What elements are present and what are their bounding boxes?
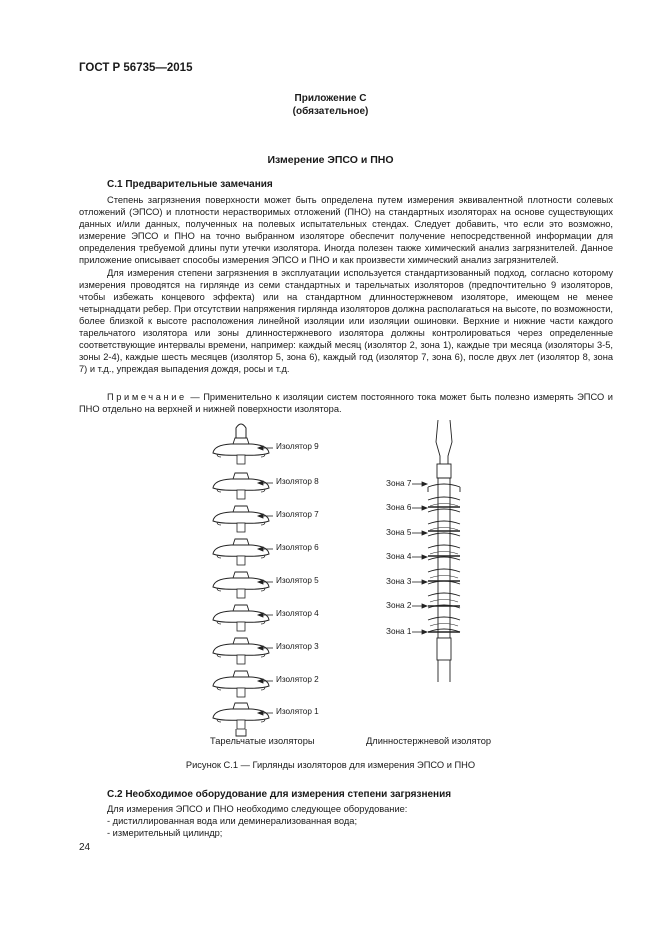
insulator-figure xyxy=(0,420,661,750)
disc-label-2: Изолятор 2 xyxy=(276,675,319,684)
figure-caption: Рисунок С.1 — Гирлянды изоляторов для измерения ЭПСО и ПНО xyxy=(185,760,476,770)
disc-label-1: Изолятор 1 xyxy=(276,707,319,716)
note xyxy=(79,391,613,415)
long-rod-insulator xyxy=(428,420,460,682)
zone-label-7: Зона 7 xyxy=(386,479,412,488)
disc-label-5: Изолятор 5 xyxy=(276,576,319,585)
disc-label-3: Изолятор 3 xyxy=(276,642,319,651)
disc-label-8: Изолятор 8 xyxy=(276,477,319,486)
paragraph-2: Для измерения степени загрязнения в эксплуатации используется стандартизованный подход, согласно которому измерения проводятся на гирлянде из семи стандартных и тарельчатых изоляторов (предпочтительно 9 изоляторов, чтобы избежать концевого эффекта) или на стандартном длинностержневом изоляторе, имеющем не менее четырнадцати ребер. При отсутствии напряжения гирлянда изоляторов должна располагаться на высоте, по возможности, более близкой к высоте расположения линейной изоляции или изоляции ошиновки. Верхние и нижние части каждого тарельчатого изолятора или зоны длинностержневого изолятора должны контролироваться через определенные соответствующие интервалы времени, например: каждый месяц (изолятор 2, зона 1), каждые три месяца (изоляторы 3-5, зоны 2-4), каждые шесть месяцев (изолятор 5, зона 6), каждый год (изолятор 7, зона 6), после двух лет (изолятор 8, зона 7) и т.д., упреждая выпадения дождя, росы и т.д. xyxy=(79,267,613,375)
disc-label-9: Изолятор 9 xyxy=(276,442,319,451)
disc-label-4: Изолятор 4 xyxy=(276,609,319,618)
section2-heading: С.2 Необходимое оборудование для измерения степени загрязнения xyxy=(107,789,452,800)
zone-label-5: Зона 5 xyxy=(386,528,412,537)
zone-label-1: Зона 1 xyxy=(386,627,412,636)
note-label: Примечание xyxy=(107,392,187,402)
right-caption: Длинностержневой изолятор xyxy=(366,736,492,746)
disc-label-7: Изолятор 7 xyxy=(276,510,319,519)
zone-label-2: Зона 2 xyxy=(386,601,412,610)
appendix-subtitle: (обязательное) xyxy=(292,106,369,117)
zone-label-4: Зона 4 xyxy=(386,552,412,561)
section1-body xyxy=(79,194,613,375)
disc-label-6: Изолятор 6 xyxy=(276,543,319,552)
list-item: - дистиллированная вода или деминерализованная вода; xyxy=(107,816,358,827)
list-item: - измерительный цилиндр; xyxy=(107,828,223,839)
page-number: 24 xyxy=(79,842,91,853)
section2-intro: Для измерения ЭПСО и ПНО необходимо следующее оборудование: xyxy=(107,804,408,814)
appendix-title: Приложение С xyxy=(294,93,367,104)
zone-label-6: Зона 6 xyxy=(386,503,412,512)
standard-header: ГОСТ Р 56735—2015 xyxy=(79,62,193,74)
section2-body xyxy=(107,803,407,839)
zone-label-3: Зона 3 xyxy=(386,577,412,586)
section1-heading: С.1 Предварительные замечания xyxy=(107,179,273,190)
left-caption: Тарельчатые изоляторы xyxy=(210,736,315,746)
paragraph-1: Степень загрязнения поверхности может быть определена путем измерения эквивалентной плотности солевых отложений (ЭПСО) и плотности нерастворимых отложений (ПНО) на стандартных изоляторах на основе существующих данных и/или данных, полученных на полевых испытательных стендах. Следует добавить, что если это возможно, измерение ЭПСО и ПНО на точно выбранном изоляторе обеспечит получение непосредственной информации для определения требуемой длины пути утечки изолятора. Иногда полезен также химический анализ загрязнителей. Данное приложение описывает способы измерения ЭПСО и ПНО и как произвести химический анализ загрязнителей. xyxy=(79,195,613,266)
disc-insulator-string xyxy=(213,424,269,736)
note-text: — Применительно к изоляции систем постоянного тока может быть полезно измерять ЭПСО и ПНО отдельно на верхней и нижней поверхности изолятора. xyxy=(79,392,613,415)
main-title: Измерение ЭПСО и ПНО xyxy=(267,154,394,166)
